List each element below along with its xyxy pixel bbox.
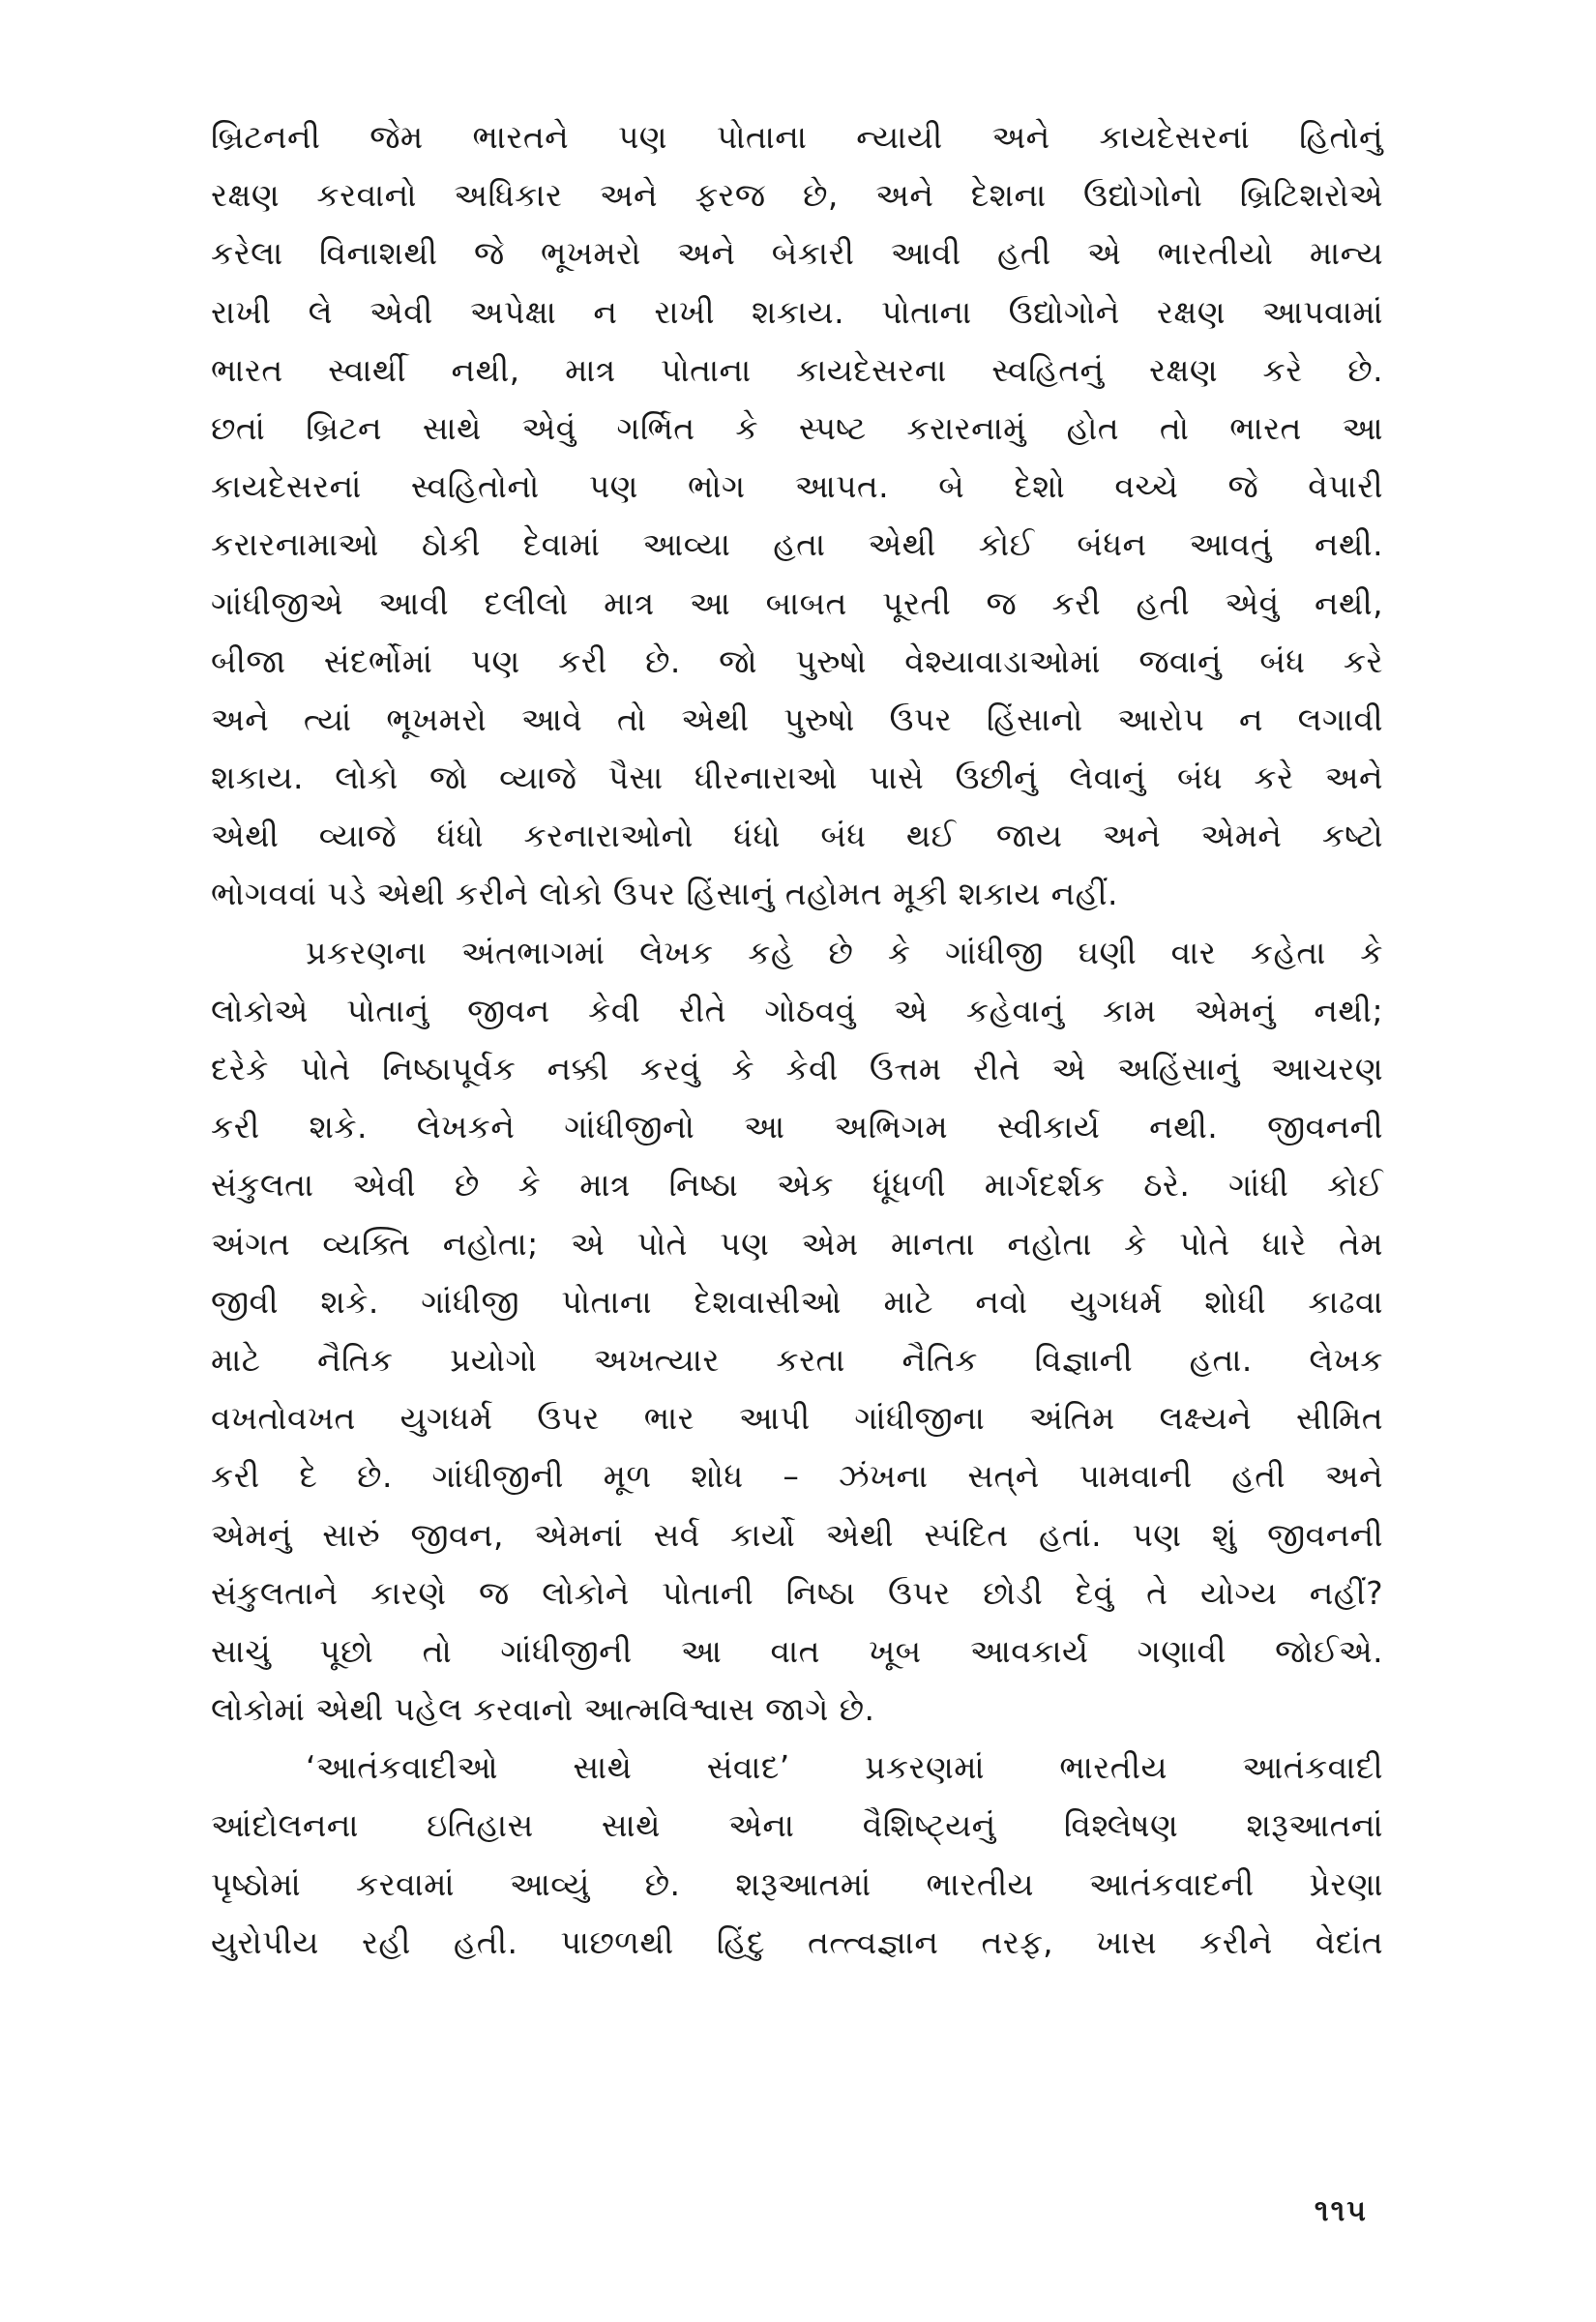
paragraph-start-line: ‘આતંકવાદીઓ સાથે સંવાદ’ પ્રકરણમાં ભારતીય આતંકવાદી [306, 1748, 1383, 1787]
text-line: ગાંધીજીએ આવી દલીલો માત્ર આ બાબત પૂરતી જ કરી હતી એવું નથી, [211, 583, 1383, 622]
text-line: છતાં બ્રિટન સાથે એવું ગર્ભિત કે સ્પષ્ટ કરારનામું હોત તો ભારત આ [211, 408, 1383, 447]
text-line: વખતોવખત યુગધર્મ ઉપર ભાર આપી ગાંધીજીના અંતિમ લક્ષ્યને સીમિત [211, 1399, 1383, 1438]
text-line: ભારત સ્વાર્થી નથી, માત્ર પોતાના કાયદેસરના સ્વહિતનું રક્ષણ કરે છે. [211, 350, 1383, 389]
text-line: લોકોમાં એથી પહેલ કરવાનો આત્મવિશ્વાસ જાગે છે. [211, 1690, 875, 1729]
text-line: લોકોએ પોતાનું જીવન કેવી રીતે ગોઠવવું એ કહેવાનું કામ એમનું નથી; [211, 991, 1383, 1029]
text-line: રક્ષણ કરવાનો અધિકાર અને ફરજ છે, અને દેશના ઉદ્યોગોનો બ્રિટિશરોએ [211, 176, 1383, 215]
text-line: સાચું પૂછો તો ગાંધીજીની આ વાત ખૂબ આવકાર્ય ગણાવી જોઈએ. [211, 1631, 1383, 1670]
text-line: યુરોપીય રહી હતી. પાછળથી હિંદુ તત્ત્વજ્ઞાન તરફ, ખાસ કરીને વેદાંત [211, 1922, 1383, 1961]
text-line: રાખી લે એવી અપેક્ષા ન રાખી શકાય. પોતાના ઉદ્યોગોને રક્ષણ આપવામાં [211, 292, 1383, 331]
text-line: બીજા સંદર્ભોમાં પણ કરી છે. જો પુરુષો વેશ્યાવાડાઓમાં જવાનું બંધ કરે [211, 641, 1383, 680]
text-line: કાયદેસરનાં સ્વહિતોનો પણ ભોગ આપત. બે દેશો વચ્ચે જે વેપારી [211, 467, 1383, 506]
text-line: આંદોલનના ઇતિહાસ સાથે એના વૈશિષ્ટ્યનું વિશ્લેષણ શરૂઆતનાં [211, 1806, 1383, 1845]
text-line: માટે નૈતિક પ્રયોગો અખત્યાર કરતા નૈતિક વિજ્ઞાની હતા. લેખક [211, 1340, 1383, 1379]
text-line: એમનું સારું જીવન, એમનાં સર્વ કાર્યો એથી સ્પંદિત હતાં. પણ શું જીવનની [211, 1515, 1383, 1554]
body-text [211, 108, 1383, 1972]
text-line: કરી શકે. લેખકને ગાંધીજીનો આ અભિગમ સ્વીકાર્ય નથી. જીવનની [211, 1108, 1383, 1146]
text-line: જીવી શકે. ગાંધીજી પોતાના દેશવાસીઓ માટે નવો યુગધર્મ શોધી કાઢવા [211, 1282, 1383, 1321]
text-line: એથી વ્યાજે ધંધો કરનારાઓનો ધંધો બંધ થઈ જાય અને એમને કષ્ટો [211, 817, 1383, 855]
text-line: કરેલા વિનાશથી જે ભૂખમરો અને બેકારી આવી હતી એ ભારતીયો માન્ય [211, 234, 1383, 273]
text-line: અંગત વ્યક્તિ નહોતા; એ પોતે પણ એમ માનતા નહોતા કે પોતે ધારે તેમ [211, 1224, 1383, 1263]
text-line: પૃષ્ઠોમાં કરવામાં આવ્યું છે. શરૂઆતમાં ભારતીય આતંકવાદની પ્રેરણા [211, 1864, 1383, 1903]
text-line: સંકુલતાને કારણે જ લોકોને પોતાની નિષ્ઠા ઉપર છોડી દેવું તે યોગ્ય નહીં? [211, 1573, 1383, 1612]
paragraph-start-line: પ્રકરણના અંતભાગમાં લેખક કહે છે કે ગાંધીજી ઘણી વાર કહેતા કે [306, 933, 1383, 971]
text-line: ભોગવવાં પડે એથી કરીને લોકો ઉપર હિંસાનું તહોમત મૂકી શકાય નહીં. [211, 875, 1118, 913]
text-line: દરેકે પોતે નિષ્ઠાપૂર્વક નક્કી કરવું કે કેવી ઉત્તમ રીતે એ અહિંસાનું આચરણ [211, 1050, 1383, 1087]
page-number: ૧૧૫ [1314, 2194, 1368, 2228]
text-line: અને ત્યાં ભૂખમરો આવે તો એથી પુરુષો ઉપર હિંસાનો આરોપ ન લગાવી [211, 700, 1383, 738]
text-line: સંકુલતા એવી છે કે માત્ર નિષ્ઠા એક ધૂંધળી માર્ગદર્શક ઠરે. ગાંધી કોઈ [211, 1166, 1383, 1205]
text-line: શકાય. લોકો જો વ્યાજે પૈસા ધીરનારાઓ પાસે ઉછીનું લેવાનું બંધ કરે અને [211, 759, 1383, 797]
text-line: કરારનામાઓ ઠોકી દેવામાં આવ્યા હતા એથી કોઈ બંધન આવતું નથી. [211, 525, 1383, 564]
text-line: કરી દે છે. ગાંધીજીની મૂળ શોધ – ઝંખના સત્‌ને પામવાની હતી અને [211, 1457, 1383, 1496]
text-line: બ્રિટનની જેમ ભારતને પણ પોતાના ન્યાયી અને કાયદેસરનાં હિતોનું [211, 118, 1383, 156]
